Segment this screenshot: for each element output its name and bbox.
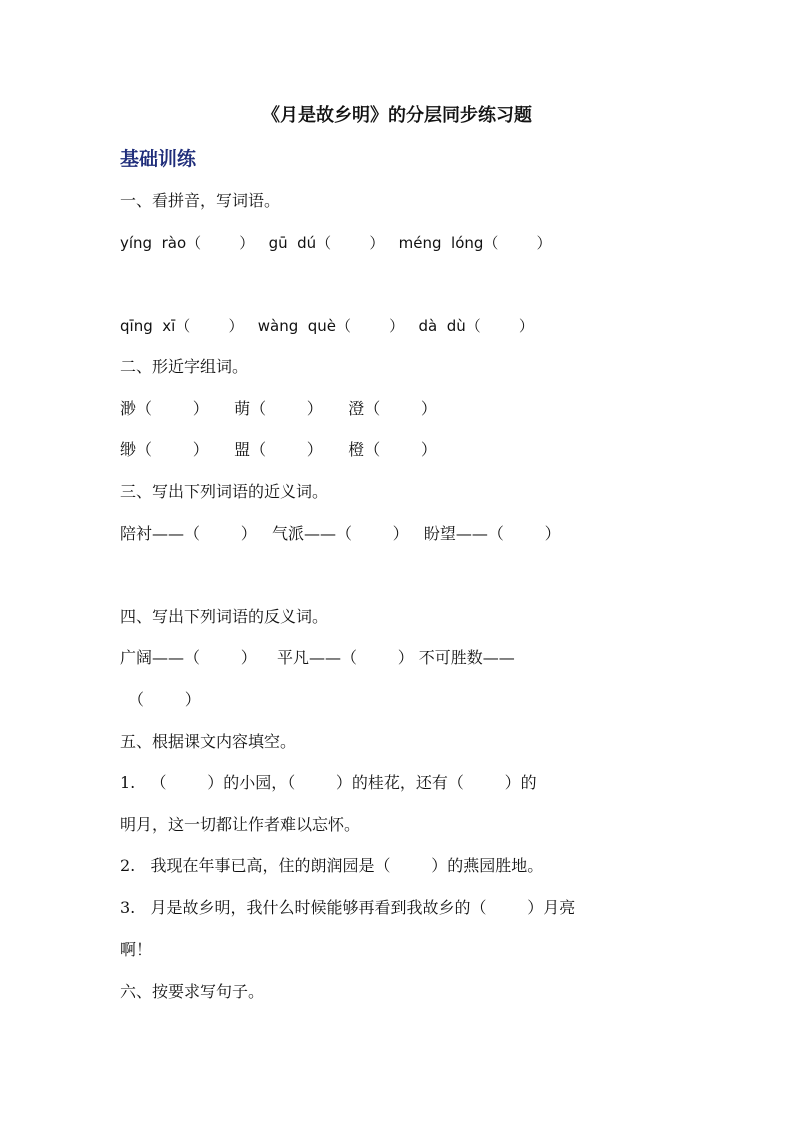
q1-heading: 一、看拼音，写词语。 — [120, 191, 281, 210]
q5-item-1-line-2: 明月，这一切都让作者难以忘怀。 — [120, 815, 361, 834]
q2-row-1: 渺（ ） 萌（ ） 澄（ ） — [120, 399, 437, 418]
q4-heading: 四、写出下列词语的反义词。 — [120, 607, 329, 626]
q5-heading: 五、根据课文内容填空。 — [120, 732, 297, 751]
q5-item-1-line-1: 1. （ ）的小园，（ ）的桂花，还有（ ）的 — [120, 773, 537, 792]
section-heading: 基础训练 — [120, 148, 197, 170]
q5-item-2: 2. 我现在年事已高，住的朗润园是（ ）的燕园胜地。 — [120, 856, 544, 875]
q1-pinyin-row-1: yíng rào（ ） gū dú（ ） méng lóng（ ） — [120, 234, 552, 252]
q4-row-1: 广阔——（ ） 平凡——（ ） 不可胜数—— — [120, 648, 515, 667]
q6-heading: 六、按要求写句子。 — [120, 982, 265, 1001]
q2-row-2: 缈（ ） 盟（ ） 橙（ ） — [120, 440, 437, 459]
q1-pinyin-row-2: qīng xī（ ） wàng què（ ） dà dù（ ） — [120, 317, 534, 335]
page-title: 《月是故乡明》的分层同步练习题 — [262, 105, 532, 126]
q5-item-3-line-1: 3. 月是故乡明，我什么时候能够再看到我故乡的（ ）月亮 — [120, 898, 576, 917]
q3-heading: 三、写出下列词语的近义词。 — [120, 482, 329, 501]
q4-row-2: （ ） — [128, 690, 201, 709]
q5-item-3-line-2: 啊！ — [120, 940, 153, 959]
q2-heading: 二、形近字组词。 — [120, 357, 249, 376]
q3-row-1: 陪衬——（ ） 气派——（ ） 盼望——（ ） — [120, 524, 561, 543]
